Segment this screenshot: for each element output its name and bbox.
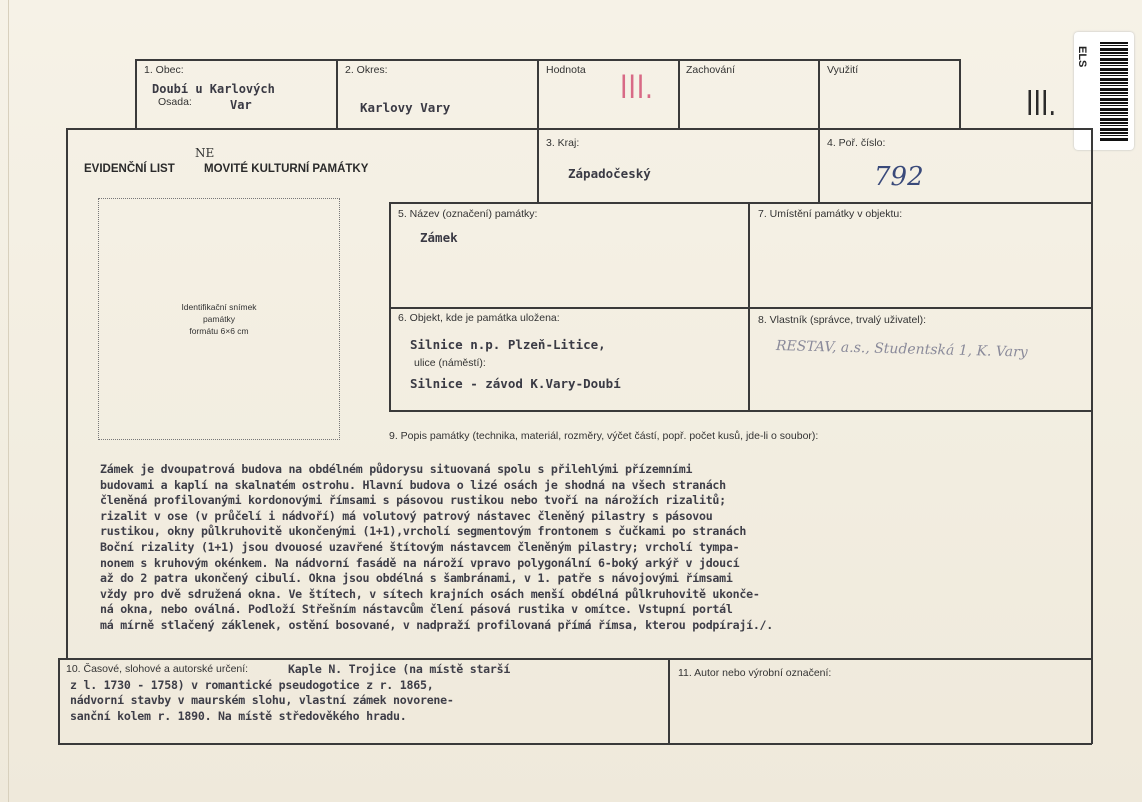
form-title-part2: MOVITÉ KULTURNÍ PAMÁTKY: [204, 163, 369, 175]
photo-label-line3: formátu 6×6 cm: [189, 326, 249, 336]
obec-label: 1. Obec:: [144, 64, 184, 76]
corner-mark: III.: [1026, 82, 1057, 123]
barcode-icon: [1100, 42, 1128, 142]
bottom-mid-rule: [668, 658, 670, 744]
por-value: 792: [874, 162, 924, 192]
por-label: 4. Poř. číslo:: [827, 137, 886, 149]
fields-top-rule: [389, 202, 1092, 204]
photo-placeholder: [98, 198, 340, 440]
form-title-part1: EVIDENČNÍ LIST: [84, 163, 175, 175]
kraj-label: 3. Kraj:: [546, 137, 580, 149]
photo-label-line2: památky: [202, 314, 236, 324]
header-divider-1: [336, 59, 338, 129]
header-divider-2: [537, 59, 539, 129]
umisteni-label: 7. Umístění památky v objektu:: [758, 208, 903, 220]
kraj-value: Západočeský: [568, 166, 651, 181]
header-divider-4: [818, 59, 820, 129]
sticker-code: ELS: [1076, 46, 1088, 68]
fields-middle-rule: [389, 307, 1092, 309]
title-divider-1: [537, 128, 539, 202]
objekt-value: Silnice n.p. Plzeň-Litice,: [410, 337, 606, 352]
bottom-top-rule: [58, 658, 1092, 660]
form-title-insert: NE: [195, 146, 215, 160]
osada-value: Var: [230, 98, 252, 112]
hodnota-value: III.: [620, 68, 654, 106]
header-left-rule: [135, 59, 137, 129]
obec-value: Doubí u Karlových: [152, 82, 275, 96]
ulice-label: ulice (náměstí):: [414, 357, 486, 369]
vyuziti-label: Využití: [827, 64, 859, 76]
okres-label: 2. Okres:: [345, 64, 388, 76]
form-top-rule: [66, 128, 1092, 130]
bottom-right-rule: [1091, 658, 1093, 744]
objekt-label: 6. Objekt, kde je památka uložena:: [398, 312, 560, 324]
vlastnik-label: 8. Vlastník (správce, trvalý uživatel):: [758, 314, 927, 326]
autor-label: 11. Autor nebo výrobní označení:: [678, 667, 832, 679]
okres-value: Karlovy Vary: [360, 100, 451, 115]
bottom-left-rule: [58, 658, 60, 744]
casove-label: 10. Časové, slohové a autorské určení:: [66, 663, 249, 675]
casove-text: [70, 662, 510, 724]
popis-line: ná okna, nebo oválná. Podloží Střešním nástavcům člení pásová rustika v omítce. Vstupní portál: [100, 602, 733, 617]
popis-line: budovami a kaplí na skalnatém ostrohu. Hlavní budova o lizé osách je shodná na všech stranách: [100, 477, 726, 492]
ulice-value: Silnice - závod K.Vary-Doubí: [410, 376, 621, 391]
popis-text: [100, 462, 773, 634]
casove-line: sanční kolem r. 1890. Na místě středověkého hradu.: [70, 708, 407, 723]
osada-label: Osada:: [158, 96, 192, 108]
popis-line: nonem s kruhovým okénkem. Na nádvorní fasádě na nároží vpravo polygonální 6-boký arkýř v jdoucí: [100, 555, 740, 570]
popis-line: má mírně stlačený záklenek, ostění bosované, v nadpraží profilovaná přímá římsa, kterou podpírají./.: [100, 617, 774, 632]
title-divider-2: [818, 128, 820, 202]
popis-line: vždy pro dvě sdružená okna. Ve štítech, v sítech krajních osách menší obdélná půlkruhovitě ukonče-: [100, 586, 760, 601]
header-divider-3: [678, 59, 680, 129]
fields-bottom-rule: [389, 410, 1092, 412]
nazev-value: Zámek: [420, 230, 458, 245]
popis-line: rizalit v ose (v průčelí i nádvoří) má volutový patrový nástavec členěný pilastry s pásovou: [100, 508, 713, 523]
popis-line: členěná profilovanými kordonovými římsami s pásovou rustikou nebo tvoří na nárožích rizalitů;: [100, 493, 726, 508]
form-left-rule: [66, 128, 68, 658]
vlastnik-value: RESTAV, a.s., Studentská 1, K. Vary: [775, 338, 1028, 361]
header-right-rule: [959, 59, 961, 129]
popis-line: rustikou, okny půlkruhovitě ukončenými (1+1),vrcholí segmentovým frontonem s čučkami po stranách: [100, 524, 747, 539]
header-top-rule: [135, 59, 960, 61]
casove-line: nádvorní stavby v maurském slohu, vlastní zámek novorene-: [70, 693, 454, 707]
zachovani-label: Zachování: [686, 64, 736, 76]
casove-line: Kaple N. Trojice (na místě starší: [288, 662, 511, 676]
photo-label-line1: Identifikační snímek: [181, 302, 257, 312]
barcode-sticker: [1074, 32, 1134, 150]
casove-line: z l. 1730 - 1758) v romantické pseudogotice z r. 1865,: [70, 677, 434, 692]
bottom-bottom-rule: [58, 743, 1092, 745]
popis-line: až do 2 patra ukončený cibulí. Okna jsou obdélná s šambránami, v 1. patře s návojovými římsami: [100, 571, 733, 586]
form-right-rule: [1091, 128, 1093, 658]
hodnota-label: Hodnota: [546, 64, 586, 76]
popis-line: Boční rizality (1+1) jsou dvouosé uzavřené štítovým nástavcem členěným pilastry; vrcholí tympa-: [100, 539, 740, 554]
popis-label: 9. Popis památky (technika, materiál, rozměry, výčet částí, popř. počet kusů, jde-li o soubor):: [389, 430, 819, 442]
nazev-label: 5. Název (označení) památky:: [398, 208, 538, 220]
popis-line: Zámek je dvoupatrová budova na obdélném půdorysu situovaná spolu s přilehlými přízemními: [100, 462, 693, 476]
